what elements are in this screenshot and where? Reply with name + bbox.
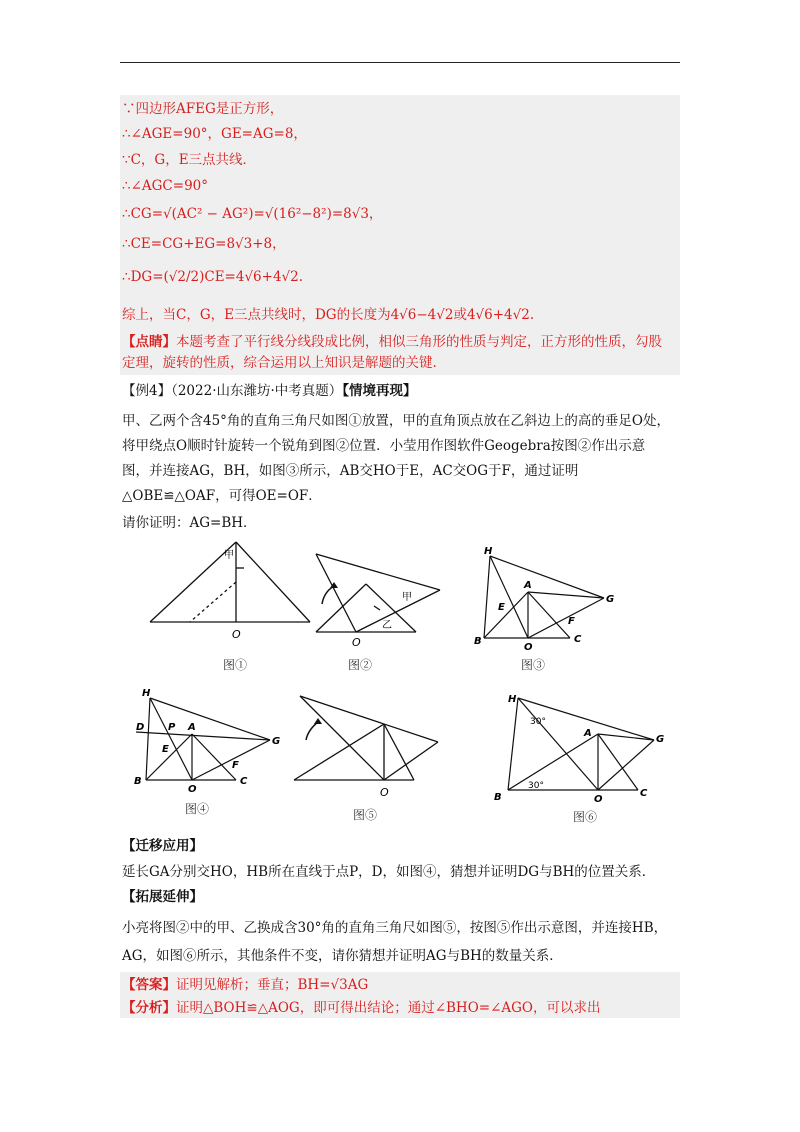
fig4-point-F: F — [232, 760, 239, 771]
solution-line-6: ∴CE=CG+EG=8√3+8， — [122, 236, 286, 252]
fig3-point-B: B — [474, 636, 482, 647]
extend-title: 【拓展延伸】 — [122, 889, 203, 905]
header-rule — [120, 62, 680, 63]
fig3-point-G: G — [606, 594, 615, 605]
fig5-point-O: O — [380, 786, 389, 799]
fig6-angle-30-top: 30° — [530, 717, 546, 727]
transfer-title: 【迁移应用】 — [122, 838, 203, 854]
tip-paragraph — [122, 332, 670, 374]
extend-text: 小亮将图②中的甲、乙换成含30°角的直角三角尺如图⑤，按图⑤作出示意图，并连接HB，AG，如图⑥所示，其他条件不变，请你猜想并证明AG与BH的数量关系． — [122, 920, 668, 964]
fig3-point-O: O — [524, 642, 533, 652]
fig4-point-C: C — [240, 776, 248, 787]
fig2-jia-label: 甲 — [402, 592, 412, 603]
figure-4-caption: 图④ — [184, 802, 209, 816]
figure-6 — [490, 690, 670, 802]
solution-line-5: ∴CG=√(AC² − AG²)=√(16²−8²)=8√3， — [122, 206, 383, 222]
example-heading — [122, 382, 417, 400]
fig6-angle-30-bottom: 30° — [528, 781, 544, 791]
fig2-point-O: O — [352, 636, 361, 648]
solution-line-4: ∴∠AGC=90° — [122, 178, 209, 194]
answer-line — [122, 976, 368, 994]
answer-text: 证明见解析；垂直；BH=√3AG — [176, 977, 369, 993]
analysis-text: 证明△BOH≌△AOG，即可得出结论；通过∠BHO=∠AGO，可以求出 — [176, 1000, 601, 1016]
fig6-point-A: A — [584, 728, 592, 739]
figure-5-caption: 图⑤ — [352, 808, 377, 822]
figure-4 — [128, 686, 288, 798]
fig4-point-E: E — [162, 744, 169, 755]
solution-line-1: ∵四边形AFEG是正方形， — [122, 101, 284, 117]
figure-2-caption: 图② — [347, 658, 372, 672]
figure-5 — [284, 690, 444, 800]
solution-line-7: ∴DG=(√2/2)CE=4√6+4√2. — [122, 269, 304, 285]
fig4-point-P: P — [168, 722, 176, 733]
fig1-jia-label: 甲 — [224, 550, 234, 561]
fig3-point-E: E — [498, 602, 505, 613]
solution-line-2: ∴∠AGE=90°，GE=AG=8， — [122, 126, 307, 142]
answer-tag: 【答案】 — [122, 977, 176, 993]
fig4-point-G: G — [272, 736, 281, 747]
tip-text: 本题考查了平行线分线段成比例，相似三角形的性质与判定，正方形的性质，勾股定理，旋转的性质，综合运用以上知识是解题的关键. — [122, 334, 662, 371]
fig4-point-A: A — [188, 722, 196, 733]
fig6-point-B: B — [494, 792, 502, 802]
rotation-arrow-icon — [322, 586, 334, 604]
fig4-point-H: H — [142, 688, 151, 699]
fig2-yi-label: 乙 — [382, 620, 392, 631]
fig3-point-H: H — [484, 546, 493, 557]
fig6-point-O: O — [594, 794, 603, 802]
fig6-point-G: G — [656, 734, 665, 745]
example-head-bold: 【情境再现】 — [342, 383, 417, 399]
example-paragraph-1: 甲、乙两个含45°角的直角三角尺如图①放置，甲的直角顶点放在乙斜边上的高的垂足O处，将甲绕点O顺时针旋转一个锐角到图②位置．小莹用作图软件Geogebra按图②作出示意图，并连接AG，BH，如图③所示，AB交HO于E，AC交OG于F，通过证明△OBE≌△OAF，可得OE=OF． — [122, 413, 670, 504]
figure-1 — [148, 538, 318, 650]
tip-tag: 【点睛】 — [122, 334, 176, 350]
solution-line-3: ∵C，G，E三点共线． — [122, 152, 257, 168]
transfer-text: 延长GA分别交HO，HB所在直线于点P，D，如图④，猜想并证明DG与BH的位置关系． — [122, 864, 656, 880]
example-head: 【例4】（2022·山东潍坊·中考真题） — [122, 383, 343, 399]
fig1-point-O: O — [232, 628, 241, 641]
analysis-tag: 【分析】 — [122, 1000, 176, 1016]
rotation-arrow-icon — [306, 722, 318, 740]
example-paragraph-2: 请你证明：AG=BH． — [122, 515, 257, 531]
figure-3 — [470, 540, 620, 652]
figure-2 — [308, 548, 448, 648]
fig4-point-O: O — [188, 784, 197, 795]
fig6-point-H: H — [508, 694, 517, 705]
fig3-point-F: F — [568, 616, 575, 627]
fig3-point-C: C — [574, 634, 582, 645]
figure-1-caption: 图① — [222, 658, 247, 672]
figure-6-caption: 图⑥ — [572, 810, 597, 824]
analysis-line — [122, 999, 601, 1017]
solution-summary: 综上，当C，G，E三点共线时，DG的长度为4√6−4√2或4√6+4√2. — [122, 307, 535, 323]
figure-3-caption: 图③ — [520, 658, 545, 672]
fig6-point-C: C — [640, 788, 648, 799]
fig3-point-A: A — [524, 580, 532, 591]
fig4-point-B: B — [134, 776, 142, 787]
fig4-point-D: D — [136, 722, 145, 733]
